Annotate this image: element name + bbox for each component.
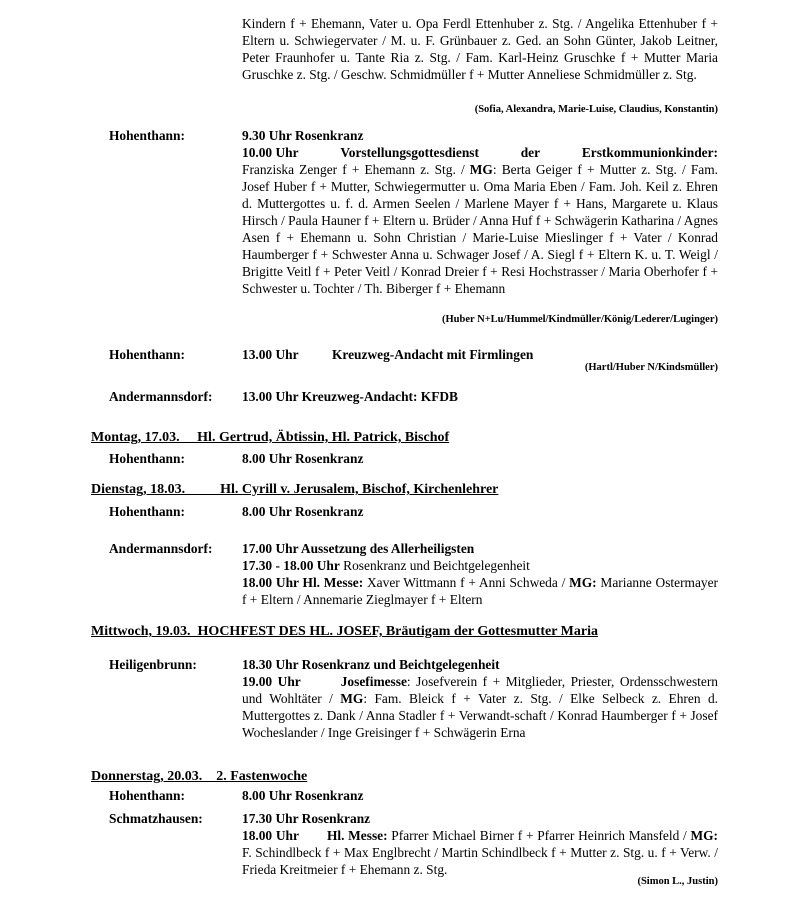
mass-time: 18.00 Uhr bbox=[242, 828, 299, 843]
mg-label: MG bbox=[469, 162, 493, 177]
location-label: Hohenthann: bbox=[109, 504, 185, 519]
location-label: Heiligenbrunn: bbox=[109, 657, 197, 672]
day-heading: Donnerstag, 20.03. 2. Fastenwoche bbox=[91, 769, 308, 784]
event-entry: 8.00 Uhr Rosenkranz bbox=[242, 504, 364, 519]
mass-title-end: Erstkommunionkinder: bbox=[581, 145, 718, 160]
mass-label: 18.00 Uhr Hl. Messe: bbox=[242, 575, 364, 590]
location-label: Hohenthann: bbox=[109, 347, 185, 362]
rosary-entry: 9.30 Uhr Rosenkranz bbox=[242, 128, 364, 143]
intention-text: Xaver Wittmann f + Anni Schweda / bbox=[363, 575, 570, 590]
intention-text: : Fam. Bleick f + Vater z. Stg. / Elke Selbeck z. Ehren d. Muttergottes z. Dank / Anna Stadler f + Verwandt-schaft / Konrad Haumberger f + Josef Wocheslander / Inge Greisinger f + Schwägerin Erna bbox=[242, 691, 718, 740]
mass-time: 19.00 Uhr bbox=[242, 674, 301, 689]
location-label: Andermannsdorf: bbox=[109, 541, 213, 556]
location-label: Hohenthann: bbox=[109, 788, 185, 803]
event-entry bbox=[242, 557, 530, 574]
intentions-continuation: Kindern f + Ehemann, Vater u. Opa Ferdl Ettenhuber z. Stg. / Angelika Ettenhuber f + Eltern u. Schwiegervater / M. u. F. Grünbauer z. Ged. an Sohn Günter, Jakob Leitner, Peter Fraunhofer u. Tante Ria z. Stg. / Fam. Karl-Heinz Gruschke f + Mutter Maria Gruschke z. Stg. / Geschw. Schmidmüller f + Mutter Anneliese Schmidmüller z. Stg. bbox=[242, 16, 718, 82]
ministrant-team: (Hartl/Huber N/Kindsmüller) bbox=[584, 362, 718, 373]
mass-title-connector: der bbox=[520, 145, 541, 160]
event-time: 13.00 Uhr bbox=[242, 347, 299, 362]
event-entry: 17.30 Uhr Rosenkranz bbox=[242, 811, 371, 826]
intention-text: : Josefverein f + Mitglieder, Priester, Ordensschwestern und Wohltäter / bbox=[242, 674, 718, 706]
location-label: Schmatzhausen: bbox=[109, 811, 203, 826]
intention-text: F. Schindlbeck f + Max Englbrecht / Martin Schindlbeck f + Mutter z. Stg. u. f + Verw. / Frieda Kreitmeier f + Ehemann z. Stg. bbox=[242, 845, 718, 877]
day-heading: Dienstag, 18.03. Hl. Cyrill v. Jerusalem, Bischof, Kirchenlehrer bbox=[91, 482, 499, 497]
event-entry: 8.00 Uhr Rosenkranz bbox=[242, 788, 364, 803]
mg-label: MG: bbox=[690, 828, 718, 843]
mass-title: Vorstellungsgottesdienst bbox=[340, 145, 479, 160]
day-heading: Mittwoch, 19.03. HOCHFEST DES HL. JOSEF, Bräutigam der Gottesmutter Maria bbox=[91, 624, 598, 639]
intention-text: Pfarrer Michael Birner f + Pfarrer Heinrich Mansfeld / bbox=[387, 828, 691, 843]
ministrant-team: (Simon L., Justin) bbox=[637, 876, 718, 887]
intention-text: : Berta Geiger f + Mutter z. Stg. / Fam. Josef Huber f + Mutter, Schwiegermutter u. Oma Maria Eben / Fam. Joh. Keil z. Ehren d. Muttergottes u. f. d. Armen Seelen / Marlene Mayer f + Hans, Margarete u. Klaus Hirsch / Paula Hauner f + Eltern u. Brüder / Anna Huf f + Schwägerin Katharina / Agnes Asen f + Ehemann u. Sohn Christian / Marie-Luise Mieslinger f + Vater / Konrad Haumberger f + Schwester Anna u. Schwager Josef / A. Siegl f + Eltern K. u. T. Weigl / Brigitte Veitl f + Peter Veitl / Konrad Dreier f + Resi Hochstrasser / Maria Oberhofer f + Schwester u. Tochter / Th. Biberger f + Ehemann bbox=[242, 162, 718, 296]
ministrant-team: (Sofia, Alexandra, Marie-Luise, Claudius, Konstantin) bbox=[474, 104, 718, 115]
mass-intentions bbox=[242, 827, 718, 878]
event-entry: 17.00 Uhr Aussetzung des Allerheiligsten bbox=[242, 541, 475, 556]
event-time: 17.30 - 18.00 Uhr bbox=[242, 558, 340, 573]
intention-text: Marianne Ostermayer f + Eltern / Annemarie Zieglmayer f + Eltern bbox=[242, 575, 718, 607]
ministrant-team: (Huber N+Lu/Hummel/Kindmüller/König/Lederer/Luginger) bbox=[442, 314, 718, 325]
location-label: Hohenthann: bbox=[109, 128, 185, 143]
event-title: Kreuzweg-Andacht mit Firmlingen bbox=[332, 347, 534, 362]
event-text: Rosenkranz und Beichtgelegenheit bbox=[339, 558, 530, 573]
mass-label: Hl. Messe: bbox=[326, 828, 388, 843]
intention-text: Franziska Zenger f + Ehemann z. Stg. / bbox=[242, 162, 470, 177]
mass-intentions bbox=[242, 673, 718, 741]
mass-name: Josefimesse bbox=[340, 674, 407, 689]
event-entry: 8.00 Uhr Rosenkranz bbox=[242, 451, 364, 466]
event-entry: 18.30 Uhr Rosenkranz und Beichtgelegenheit bbox=[242, 657, 500, 672]
event-entry: 13.00 Uhr Kreuzweg-Andacht: KFDB bbox=[242, 389, 458, 404]
location-label: Hohenthann: bbox=[109, 451, 185, 466]
day-heading: Montag, 17.03. Hl. Gertrud, Äbtissin, Hl. Patrick, Bischof bbox=[91, 430, 450, 445]
mass-intentions bbox=[242, 161, 718, 297]
mg-label: MG: bbox=[569, 575, 597, 590]
mass-intentions bbox=[242, 574, 718, 608]
mg-label: MG bbox=[340, 691, 364, 706]
location-label: Andermannsdorf: bbox=[109, 389, 213, 404]
mass-heading bbox=[242, 144, 718, 161]
mass-time: 10.00 Uhr bbox=[242, 145, 299, 160]
